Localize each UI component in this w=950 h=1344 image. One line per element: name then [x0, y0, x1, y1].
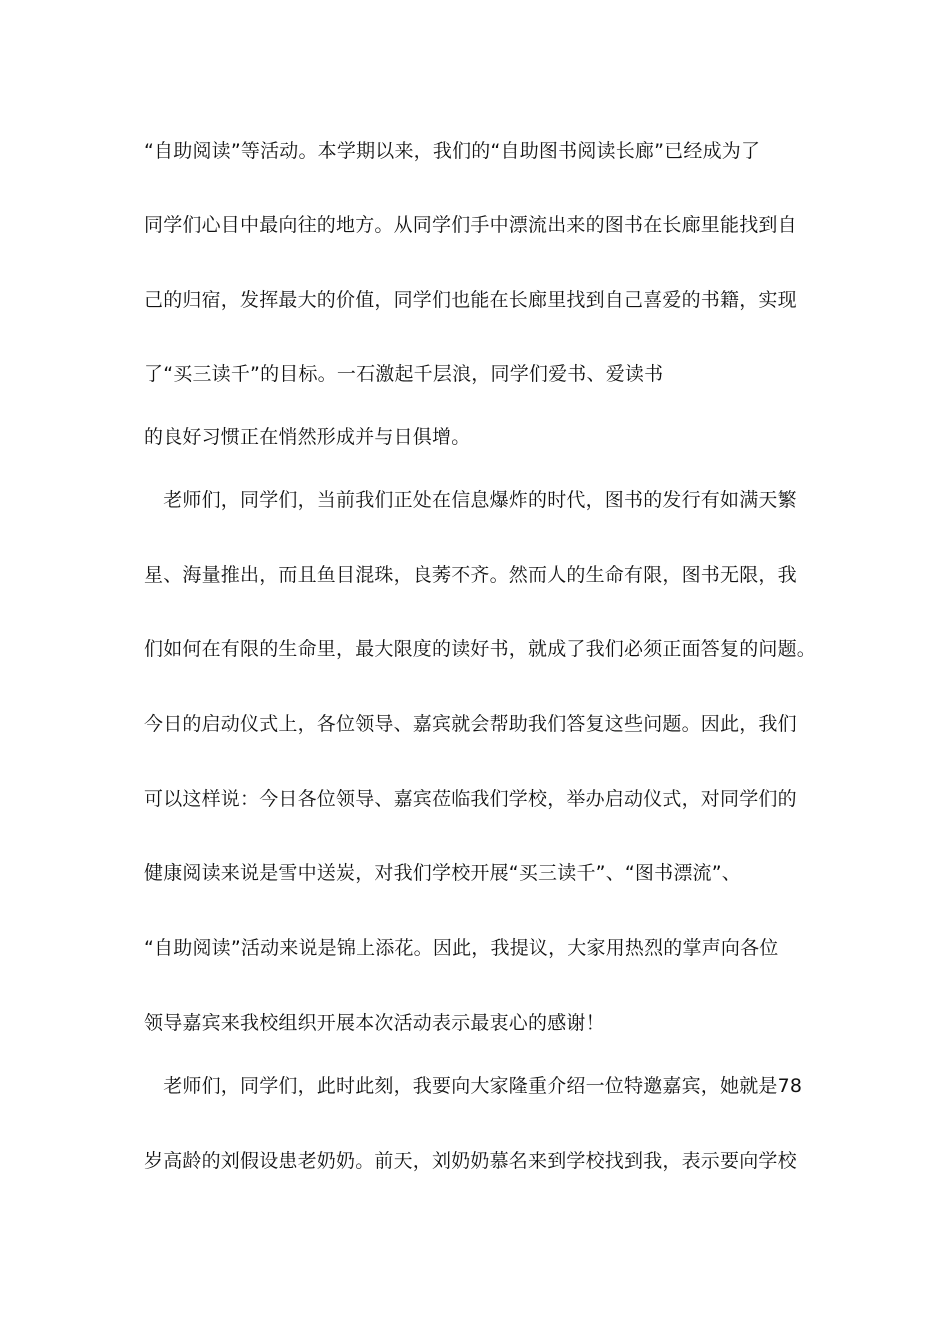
text-line-11: 健康阅读来说是雪中送炭，对我们学校开展“买三读千”、“图书漂流”、 [144, 862, 741, 884]
text-line-13: 领导嘉宾来我校组织开展本次活动表示最衷心的感谢！ [144, 1012, 605, 1034]
text-line-7: 星、海量推出，而且鱼目混珠，良莠不齐。然而人的生命有限，图书无限，我 [144, 564, 797, 586]
text-line-3: 己的归宿，发挥最大的价值，同学们也能在长廊里找到自己喜爱的书籍，实现 [144, 289, 797, 311]
text-line-8: 们如何在有限的生命里，最大限度的读好书，就成了我们必须正面答复的问题。 [144, 638, 817, 660]
text-line-2: 同学们心目中最向往的地方。从同学们手中漂流出来的图书在长廊里能找到自 [144, 214, 797, 236]
text-line-4: 了“买三读千”的目标。一石激起千层浪，同学们爱书、爱读书 [144, 363, 664, 385]
text-line-12: “自助阅读”活动来说是锦上添花。因此，我提议，大家用热烈的掌声向各位 [144, 937, 779, 959]
text-line-1: “自助阅读”等活动。本学期以来，我们的“自助图书阅读长廊”已经成为了 [144, 140, 761, 162]
paragraph-start-line-14: 老师们，同学们，此时此刻，我要向大家隆重介绍一位特邀嘉宾，她就是78 [144, 1075, 803, 1097]
paragraph-start-line-6: 老师们，同学们，当前我们正处在信息爆炸的时代，图书的发行有如满天繁 [144, 489, 797, 511]
text-line-9: 今日的启动仪式上，各位领导、嘉宾就会帮助我们答复这些问题。因此，我们 [144, 713, 797, 735]
text-line-10: 可以这样说：今日各位领导、嘉宾莅临我们学校，举办启动仪式，对同学们的 [144, 788, 797, 810]
text-line-15: 岁高龄的刘假设患老奶奶。前天，刘奶奶慕名来到学校找到我，表示要向学校 [144, 1150, 797, 1172]
text-line-5: 的良好习惯正在悄然形成并与日俱增。 [144, 426, 471, 448]
